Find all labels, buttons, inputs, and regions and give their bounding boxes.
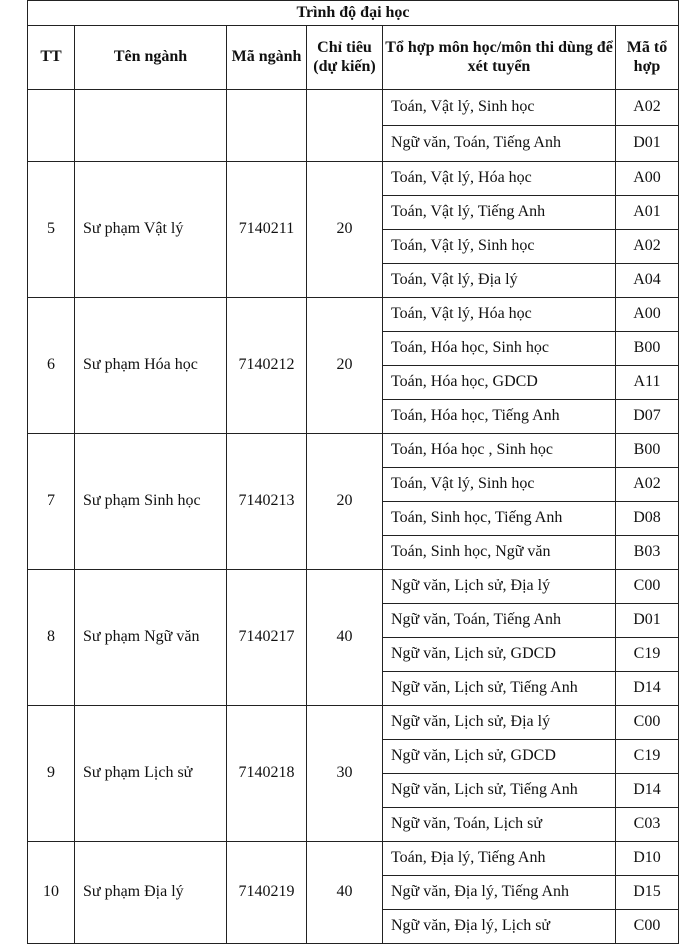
combination-code-cell: C03 <box>616 808 679 842</box>
header-subject-combination: Tổ hợp môn học/môn thi dùng để xét tuyển <box>383 26 616 90</box>
major-code-cell <box>227 90 307 162</box>
subject-combination-cell: Ngữ văn, Lịch sử, Tiếng Anh <box>383 774 616 808</box>
subject-combination-cell: Toán, Sinh học, Ngữ văn <box>383 536 616 570</box>
tt-cell: 7 <box>28 434 75 570</box>
table-row <box>28 842 679 876</box>
subject-combination-cell: Toán, Hóa học, Tiếng Anh <box>383 400 616 434</box>
tt-cell: 5 <box>28 162 75 298</box>
combination-code-cell: A02 <box>616 230 679 264</box>
major-code-cell: 7140218 <box>227 706 307 842</box>
major-name-cell: Sư phạm Lịch sử <box>75 706 227 842</box>
combination-code-cell: A00 <box>616 162 679 196</box>
major-name-cell: Sư phạm Địa lý <box>75 842 227 944</box>
combination-code-cell: D01 <box>616 604 679 638</box>
admissions-document <box>27 0 679 944</box>
combination-code-cell: C19 <box>616 638 679 672</box>
combination-code-cell: C19 <box>616 740 679 774</box>
combination-code-cell: C00 <box>616 706 679 740</box>
quota-cell: 20 <box>307 298 383 434</box>
table-row <box>28 162 679 196</box>
major-code-cell: 7140217 <box>227 570 307 706</box>
combination-code-cell: D10 <box>616 842 679 876</box>
table-row <box>28 570 679 604</box>
tt-cell: 10 <box>28 842 75 944</box>
tt-cell: 8 <box>28 570 75 706</box>
combination-code-cell: D01 <box>616 126 679 162</box>
table-row <box>28 298 679 332</box>
combination-code-cell: C00 <box>616 910 679 944</box>
admissions-table <box>27 0 679 944</box>
tt-cell: 9 <box>28 706 75 842</box>
combination-code-cell: A01 <box>616 196 679 230</box>
major-code-cell: 7140213 <box>227 434 307 570</box>
quota-cell: 20 <box>307 162 383 298</box>
subject-combination-cell: Ngữ văn, Toán, Lịch sử <box>383 808 616 842</box>
subject-combination-cell: Ngữ văn, Lịch sử, GDCD <box>383 638 616 672</box>
table-row <box>28 434 679 468</box>
combination-code-cell: B00 <box>616 434 679 468</box>
table-body <box>28 90 679 944</box>
subject-combination-cell: Ngữ văn, Lịch sử, Địa lý <box>383 570 616 604</box>
major-name-cell: Sư phạm Vật lý <box>75 162 227 298</box>
subject-combination-cell: Toán, Vật lý, Hóa học <box>383 298 616 332</box>
header-tt: TT <box>28 26 75 90</box>
header-quota: Chỉ tiêu (dự kiến) <box>307 26 383 90</box>
combination-code-cell: D14 <box>616 774 679 808</box>
subject-combination-cell: Toán, Vật lý, Sinh học <box>383 468 616 502</box>
table-row <box>28 706 679 740</box>
major-name-cell <box>75 90 227 162</box>
header-row <box>28 26 679 90</box>
subject-combination-cell: Toán, Vật lý, Sinh học <box>383 90 616 126</box>
tt-cell <box>28 90 75 162</box>
quota-cell: 20 <box>307 434 383 570</box>
combination-code-cell: A02 <box>616 468 679 502</box>
combination-code-cell: A04 <box>616 264 679 298</box>
major-name-cell: Sư phạm Sinh học <box>75 434 227 570</box>
quota-cell: 30 <box>307 706 383 842</box>
subject-combination-cell: Ngữ văn, Lịch sử, Địa lý <box>383 706 616 740</box>
combination-code-cell: D08 <box>616 502 679 536</box>
subject-combination-cell: Toán, Hóa học, GDCD <box>383 366 616 400</box>
combination-code-cell: C00 <box>616 570 679 604</box>
subject-combination-cell: Toán, Hóa học , Sinh học <box>383 434 616 468</box>
combination-code-cell: A11 <box>616 366 679 400</box>
major-code-cell: 7140219 <box>227 842 307 944</box>
subject-combination-cell: Toán, Vật lý, Địa lý <box>383 264 616 298</box>
header-major-code: Mã ngành <box>227 26 307 90</box>
subject-combination-cell: Ngữ văn, Địa lý, Tiếng Anh <box>383 876 616 910</box>
subject-combination-cell: Toán, Vật lý, Hóa học <box>383 162 616 196</box>
subject-combination-cell: Toán, Vật lý, Sinh học <box>383 230 616 264</box>
combination-code-cell: D07 <box>616 400 679 434</box>
combination-code-cell: D14 <box>616 672 679 706</box>
major-code-cell: 7140212 <box>227 298 307 434</box>
subject-combination-cell: Toán, Vật lý, Tiếng Anh <box>383 196 616 230</box>
quota-cell: 40 <box>307 842 383 944</box>
subject-combination-cell: Toán, Địa lý, Tiếng Anh <box>383 842 616 876</box>
combination-code-cell: A00 <box>616 298 679 332</box>
combination-code-cell: A02 <box>616 90 679 126</box>
combination-code-cell: B03 <box>616 536 679 570</box>
subject-combination-cell: Ngữ văn, Địa lý, Lịch sử <box>383 910 616 944</box>
quota-cell <box>307 90 383 162</box>
major-name-cell: Sư phạm Ngữ văn <box>75 570 227 706</box>
quota-cell: 40 <box>307 570 383 706</box>
subject-combination-cell: Ngữ văn, Lịch sử, GDCD <box>383 740 616 774</box>
subject-combination-cell: Toán, Sinh học, Tiếng Anh <box>383 502 616 536</box>
header-major-name: Tên ngành <box>75 26 227 90</box>
combination-code-cell: B00 <box>616 332 679 366</box>
combination-code-cell: D15 <box>616 876 679 910</box>
subject-combination-cell: Toán, Hóa học, Sinh học <box>383 332 616 366</box>
subject-combination-cell: Ngữ văn, Toán, Tiếng Anh <box>383 604 616 638</box>
subject-combination-cell: Ngữ văn, Toán, Tiếng Anh <box>383 126 616 162</box>
table-caption: Trình độ đại học <box>28 1 679 26</box>
major-name-cell: Sư phạm Hóa học <box>75 298 227 434</box>
tt-cell: 6 <box>28 298 75 434</box>
subject-combination-cell: Ngữ văn, Lịch sử, Tiếng Anh <box>383 672 616 706</box>
table-row <box>28 90 679 126</box>
major-code-cell: 7140211 <box>227 162 307 298</box>
header-combination-code: Mã tổ hợp <box>616 26 679 90</box>
